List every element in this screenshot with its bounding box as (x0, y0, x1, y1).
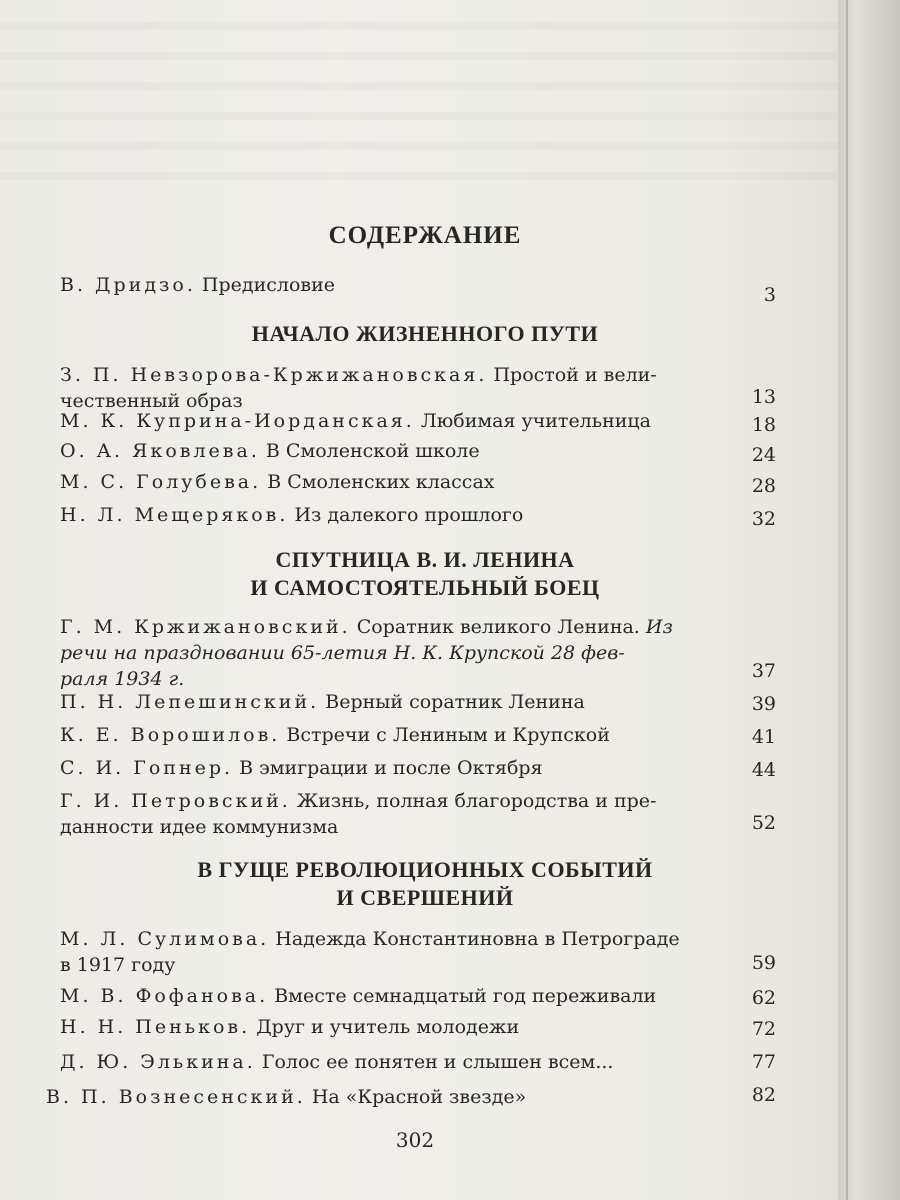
entry-page-number: 62 (751, 987, 776, 1009)
entry-author: Г. И. Петровский. (60, 790, 291, 812)
entry-title: Вместе семнадцатый год переживали (274, 985, 657, 1007)
entry-author: П. Н. Лепешинский. (60, 691, 320, 713)
entry-author: Н. Н. Пеньков. (60, 1016, 251, 1038)
entry-title: Верный соратник Ленина (325, 691, 585, 713)
bleed-through-text (0, 0, 838, 200)
entry-author: В. Дридзо. (60, 274, 196, 296)
entry-page-number: 52 (751, 812, 776, 834)
entry-note-continuation: раля 1934 г. (60, 668, 185, 690)
entry-page-number: 32 (751, 508, 776, 530)
entry-page-number: 28 (751, 475, 776, 497)
entry-title: Жизнь, полная благородства и пре- (296, 790, 657, 812)
toc-entry (60, 614, 780, 692)
entry-page-number: 13 (751, 386, 776, 408)
entry-author: М. К. Куприна-Иорданская. (60, 410, 415, 432)
entry-author: К. Е. Ворошилов. (60, 724, 281, 746)
toc-entry (60, 926, 780, 978)
section-heading-line: В ГУЩЕ РЕВОЛЮЦИОННЫХ СОБЫТИЙ (197, 857, 653, 882)
entry-title: В Смоленской школе (265, 440, 480, 462)
entry-author: В. П. Вознесенский. (46, 1086, 306, 1108)
entry-note-continuation: речи на праздновании 65-летия Н. К. Крупской 28 фев- (60, 642, 625, 664)
entry-title: Соратник великого Ленина. (356, 616, 640, 638)
page-title: СОДЕРЖАНИЕ (328, 222, 522, 249)
entry-author: З. П. Невзорова-Кржижановская. (60, 364, 488, 386)
section-heading-line: И САМОСТОЯТЕЛЬНЫЙ БОЕЦ (250, 575, 600, 600)
entry-title: Из далекого прошлого (294, 504, 524, 526)
entry-title-continuation: чественный образ (60, 390, 243, 412)
toc-entry (60, 755, 780, 781)
toc-entry (60, 983, 780, 1009)
section-heading (0, 856, 850, 912)
entry-author: Д. Ю. Элькина. (60, 1051, 256, 1073)
toc-entry (60, 438, 780, 464)
toc-entry (60, 502, 780, 528)
entry-title: Друг и учитель молодежи (256, 1016, 520, 1038)
toc-entry (60, 408, 780, 434)
toc-entry (60, 272, 780, 298)
entry-author: М. Л. Сулимова. (60, 928, 270, 950)
entry-page-number: 18 (751, 414, 776, 436)
entry-author: Г. М. Кржижановский. (60, 616, 351, 638)
entry-author: М. С. Голубева. (60, 471, 262, 493)
toc-entry (60, 469, 780, 495)
toc-entry (60, 689, 780, 715)
entry-title: Любимая учительница (420, 410, 651, 432)
entry-page-number: 24 (751, 444, 776, 466)
entry-page-number: 37 (751, 660, 776, 682)
toc-entry (60, 1049, 780, 1075)
entry-page-number: 3 (763, 284, 776, 306)
toc-entry (60, 362, 780, 414)
entry-title: Надежда Константиновна в Петрограде (275, 928, 680, 950)
section-heading (0, 320, 850, 348)
entry-title: Голос ее понятен и слышен всем... (261, 1051, 614, 1073)
entry-title: В эмиграции и после Октября (239, 757, 543, 779)
entry-page-number: 39 (751, 693, 776, 715)
entry-title: Встречи с Лениным и Крупской (286, 724, 610, 746)
entry-author: С. И. Гопнер. (60, 757, 234, 779)
entry-author: Н. Л. Мещеряков. (60, 504, 289, 526)
page-number: 302 (395, 1128, 435, 1152)
entry-note: Из (645, 616, 673, 638)
entry-title: Простой и вели- (493, 364, 657, 386)
entry-page-number: 59 (751, 952, 776, 974)
toc-entry (46, 1084, 766, 1110)
section-heading (0, 546, 850, 602)
entry-title-continuation: в 1917 году (60, 954, 176, 976)
entry-author: М. В. Фофанова. (60, 985, 269, 1007)
section-heading-line: СПУТНИЦА В. И. ЛЕНИНА (275, 547, 575, 572)
toc-entry (60, 722, 780, 748)
entry-title: На «Красной звезде» (311, 1086, 527, 1108)
entry-page-number: 82 (751, 1084, 776, 1106)
toc-entry (60, 788, 780, 840)
spine-edge (846, 0, 848, 1200)
entry-title: В Смоленских классах (267, 471, 495, 493)
section-heading-line: И СВЕРШЕНИЙ (336, 885, 514, 910)
entry-author: О. А. Яковлева. (60, 440, 260, 462)
entry-page-number: 41 (751, 726, 776, 748)
entry-title-continuation: данности идее коммунизма (60, 816, 339, 838)
entry-page-number: 77 (751, 1051, 776, 1073)
entry-page-number: 72 (751, 1018, 776, 1040)
entry-title: Предисловие (201, 274, 335, 296)
entry-page-number: 44 (751, 759, 776, 781)
section-heading-line: НАЧАЛО ЖИЗНЕННОГО ПУТИ (251, 321, 599, 346)
toc-entry (60, 1014, 780, 1040)
